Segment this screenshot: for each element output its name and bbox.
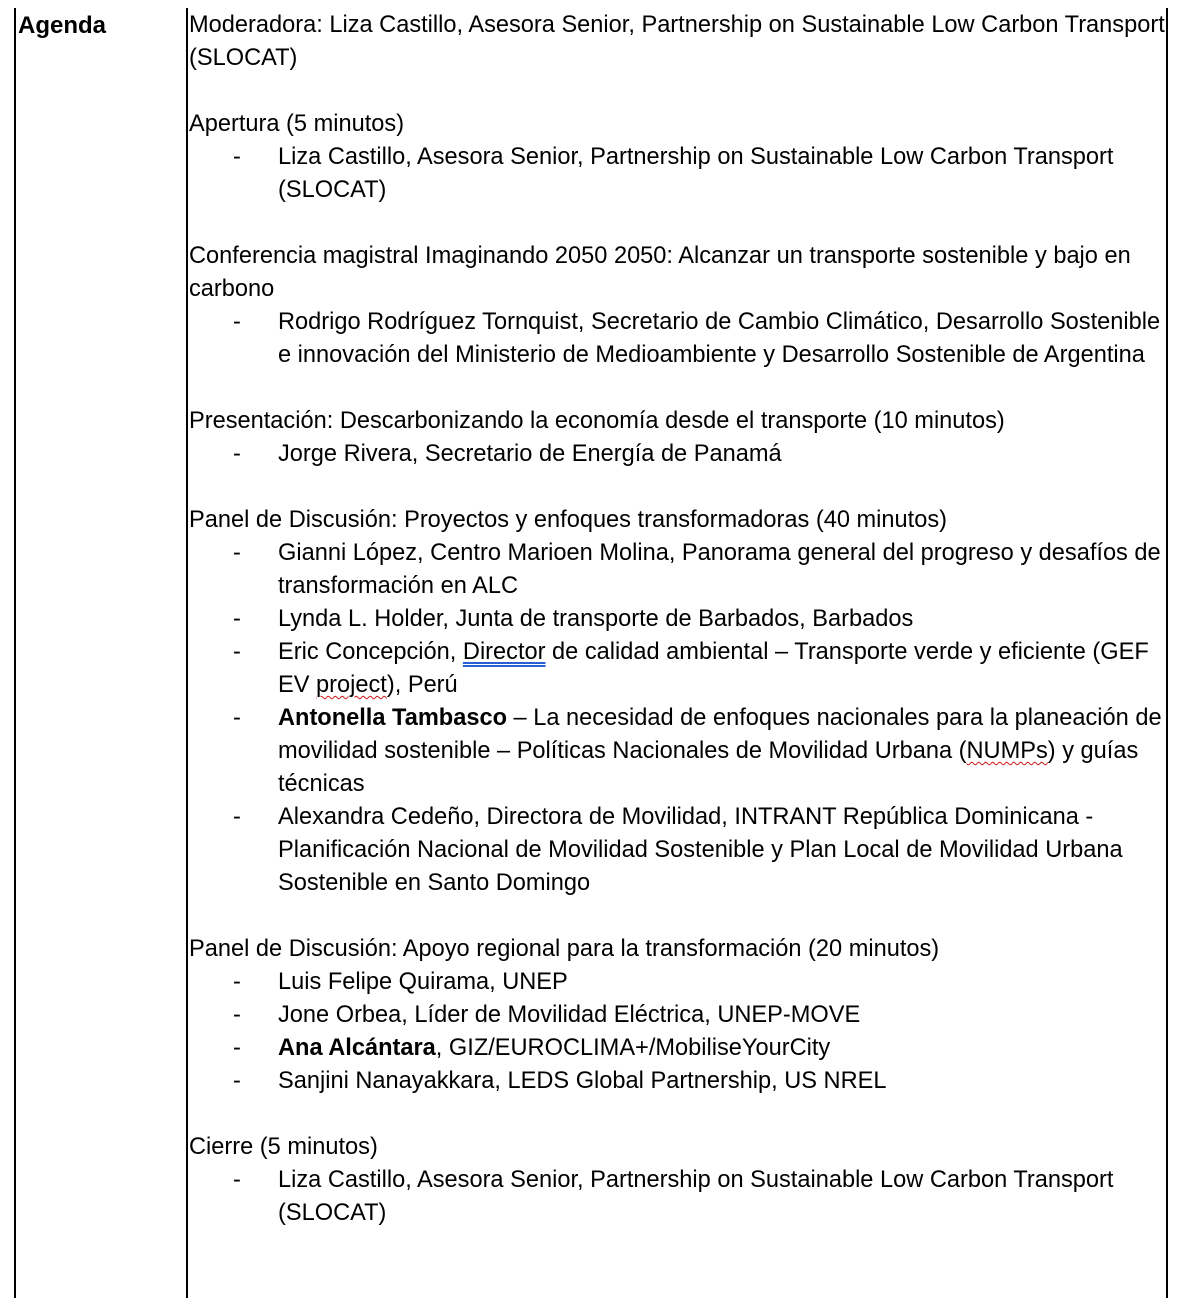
list-item: - Jorge Rivera, Secretario de Energía de Panamá: [189, 438, 1179, 471]
list-item: - Jone Orbea, Líder de Movilidad Eléctrica, UNEP-MOVE: [189, 999, 1179, 1032]
list-item: - Rodrigo Rodríguez Tornquist, Secretario de Cambio Climático, Desarrollo Sostenible e innovación del Ministerio de Medioambiente y Desarrollo Sostenible de Argentina: [189, 306, 1179, 372]
spellcheck-underline: Director: [462, 639, 546, 665]
list-item: [189, 636, 1179, 702]
closing-list: [189, 1164, 1179, 1230]
table-border-middle: [186, 8, 188, 1298]
list-item: - Liza Castillo, Asesora Senior, Partnership on Sustainable Low Carbon Transport (SLOCAT): [189, 1164, 1179, 1230]
presentation-list: [189, 438, 1179, 471]
speaker-text: – La necesidad de enfoques nacionales para la planeación de movilidad sostenible – Políticas Nacionales de Movilidad Urbana (: [278, 705, 1162, 764]
keynote-list: [189, 306, 1179, 372]
list-item: - Sanjini Nanayakkara, LEDS Global Partnership, US NREL: [189, 1065, 1179, 1098]
opening-list: [189, 141, 1179, 207]
panel2-list: [189, 966, 1179, 1098]
list-item: - Gianni López, Centro Marioen Molina, Panorama general del progreso y desafíos de transformación en ALC: [189, 537, 1179, 603]
list-item: - Liza Castillo, Asesora Senior, Partnership on Sustainable Low Carbon Transport (SLOCAT): [189, 141, 1179, 207]
speaker-text: ), Perú: [386, 672, 458, 698]
speaker-text: Eric Concepción,: [278, 639, 463, 665]
keynote-heading: Conferencia magistral Imaginando 2050 2050: Alcanzar un transporte sostenible y bajo en carbono: [189, 243, 1131, 302]
agenda-label: Agenda: [18, 12, 107, 39]
closing-heading: Cierre (5 minutos): [189, 1134, 378, 1160]
opening-heading: Apertura (5 minutos): [189, 111, 405, 137]
speaker-text: ) y guías técnicas: [278, 738, 1139, 797]
panel2-heading: Panel de Discusión: Apoyo regional para la transformación (20 minutos): [189, 936, 940, 962]
list-item: - Luis Felipe Quirama, UNEP: [189, 966, 1179, 999]
speaker-name: Ana Alcántara: [278, 1035, 436, 1061]
panel1-heading: Panel de Discusión: Proyectos y enfoques transformadoras (40 minutos): [189, 507, 947, 533]
list-item: [189, 702, 1179, 801]
moderator-line: Moderadora: Liza Castillo, Asesora Senior, Partnership on Sustainable Low Carbon Transport (SLOCAT): [189, 12, 1165, 71]
speaker-name: Antonella Tambasco: [278, 705, 507, 731]
spellcheck-underline: NUMPs: [966, 738, 1048, 764]
speaker-text: de calidad ambiental – Transporte verde y eficiente (GEF EV: [278, 639, 1149, 698]
speaker-text: , GIZ/EUROCLIMA+/MobiliseYourCity: [435, 1035, 831, 1061]
spellcheck-underline: project: [316, 672, 387, 698]
presentation-heading: Presentación: Descarbonizando la economía desde el transporte (10 minutos): [189, 408, 1005, 434]
list-item: - Lynda L. Holder, Junta de transporte de Barbados, Barbados: [189, 603, 1179, 636]
list-item: [189, 1032, 1179, 1065]
list-item: - Alexandra Cedeño, Directora de Movilidad, INTRANT República Dominicana - Planificación Nacional de Movilidad Sostenible y Plan Local de Movilidad Urbana Sostenible en Santo Domingo: [189, 801, 1179, 900]
table-border-left: [14, 8, 16, 1298]
agenda-content: [189, 9, 1179, 1230]
panel1-list: [189, 537, 1179, 900]
